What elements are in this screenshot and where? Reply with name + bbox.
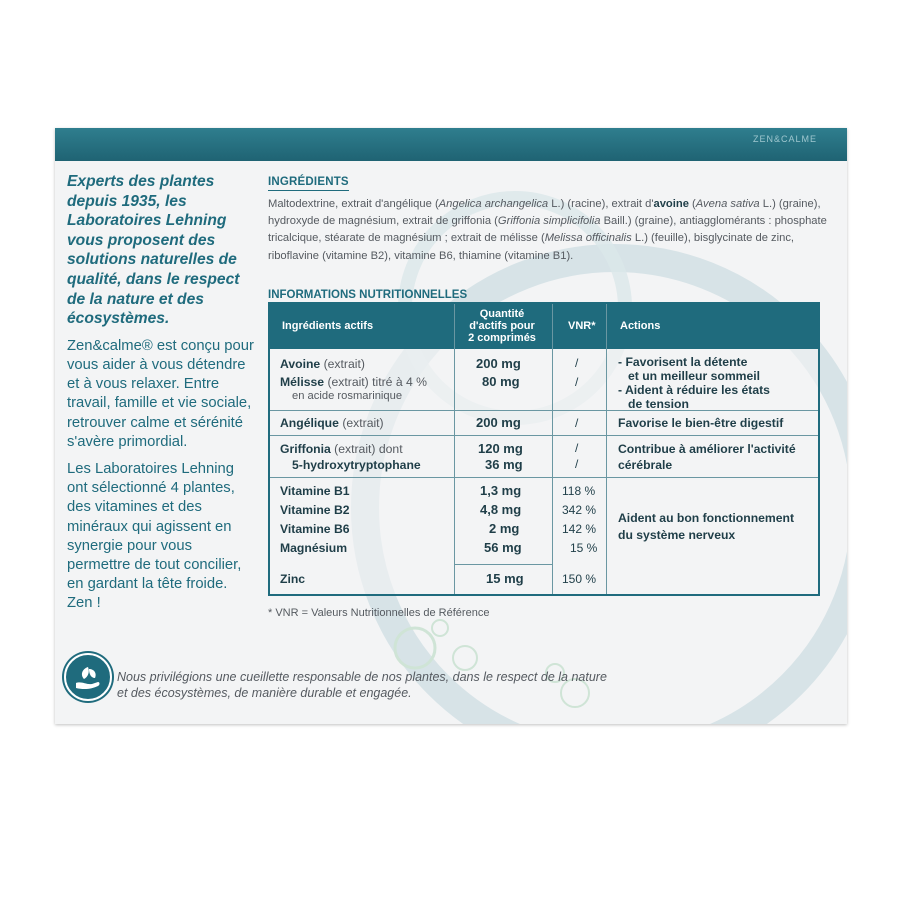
package-back (55, 128, 847, 724)
table-row: 5-hydroxytryptophane (292, 458, 421, 472)
top-bar-text: ZEN&CALME (752, 134, 817, 144)
quantity-value: 36 mg (485, 457, 523, 472)
leaf-hand-icon (64, 653, 112, 701)
vnr-value: 150 % (562, 572, 597, 586)
quantity-value: 56 mg (484, 540, 522, 555)
table-row: Vitamine B2 (280, 503, 350, 517)
ingredients-title: INGRÉDIENTS (268, 176, 349, 191)
selection-text: Les Laboratoires Lehning ont sélectionné 4 plantes, des vitamines et des minéraux qui agissent en synergie pour vous permettre de tout concilier, en gardant la tête froide. Zen ! (67, 460, 242, 612)
header-vnr: VNR* (568, 320, 596, 332)
bottom-text: Nous privilégions une cueillette responsable de nos plantes, dans le respect de la nature et des écosystèmes, de manière durable et engagée. (117, 670, 607, 700)
table-row: Avoine (extrait) (280, 357, 365, 371)
ingredients-section (268, 172, 836, 265)
vnr-value: 118 % (562, 484, 596, 498)
table-row: Mélisse (extrait) titré à 4 % (280, 375, 427, 389)
vnr-value: 15 % (570, 541, 598, 555)
description-text: Zen&calme® est conçu pour vous aider à vous détendre et à vous relaxer. Entre travail, famille et vie sociale, retrouver calme et sérénité s'avère primordial. (67, 337, 254, 450)
action-text: - Favorisent la détente et un meilleur sommeil - Aident à réduire les états de tension (618, 355, 770, 411)
left-column (67, 172, 257, 622)
vnr-value: 342 % (562, 503, 597, 517)
nutrition-title: INFORMATIONS NUTRITIONNELLES (268, 289, 467, 304)
col-divider (454, 304, 455, 594)
vnr-value: / (575, 416, 579, 430)
col-divider (552, 304, 553, 594)
action-text: Favorise le bien-être digestif (618, 416, 784, 430)
quantity-value: 2 mg (489, 521, 520, 536)
vnr-value: / (575, 375, 579, 389)
nutrition-table (268, 302, 820, 596)
quantity-value: 200 mg (476, 415, 521, 430)
table-row: Magnésium (280, 541, 348, 555)
action-text: Aident au bon fonctionnement du système nerveux (618, 511, 795, 542)
vnr-value: / (575, 356, 579, 370)
vnr-value: 142 % (562, 522, 597, 536)
table-row-sub: en acide rosmarinique (292, 390, 403, 402)
header-quantity: Quantité d'actifs pour 2 comprimés (468, 308, 536, 344)
intro-text: Experts des plantes depuis 1935, les Laboratoires Lehning vous proposent des solutions naturelles de qualité, dans le respect de la nature et des écosystèmes. (67, 173, 240, 328)
header-actions: Actions (620, 320, 661, 332)
nutrition-section (268, 285, 847, 586)
quantity-value: 1,3 mg (480, 483, 522, 498)
table-row: Angélique (extrait) (280, 416, 384, 430)
row-divider (270, 477, 818, 478)
header-ingredients: Ingrédients actifs (282, 320, 374, 332)
table-row: Vitamine B1 (280, 484, 350, 498)
table-row: Griffonia (extrait) dont (280, 442, 403, 456)
table-header (270, 304, 818, 349)
quantity-value: 4,8 mg (480, 502, 522, 517)
table-row: Zinc (280, 572, 306, 586)
action-text: Contribue à améliorer l'activité cérébrale (618, 442, 796, 472)
col-divider (606, 304, 607, 594)
quantity-value: 80 mg (482, 374, 520, 389)
quantity-value: 120 mg (478, 441, 523, 456)
vnr-value: / (575, 457, 579, 471)
ingredients-text: Maltodextrine, extrait d'angélique (Angelica archangelica L.) (racine), extrait d'avoine (Avena sativa L.) (graine), hydroxyde de magnésium, extrait de griffonia (Griffonia simplicifolia Baill.) (graine), antiagglomérants : phosphate tricalcique, stéarate de magnésium ; extrait de mélisse (Melissa officinalis L.) (feuille), bisglycinate de zinc, riboflavine (vitamine B2), vitamine B6, thiamine (vitamine B1). (268, 198, 827, 262)
row-divider (454, 564, 552, 565)
table-row: Vitamine B6 (280, 522, 350, 536)
footnote: * VNR = Valeurs Nutritionnelles de Référence (268, 607, 490, 619)
row-divider (270, 435, 818, 436)
quantity-value: 15 mg (486, 571, 524, 586)
quantity-value: 200 mg (476, 356, 521, 371)
vnr-value: / (575, 441, 579, 455)
